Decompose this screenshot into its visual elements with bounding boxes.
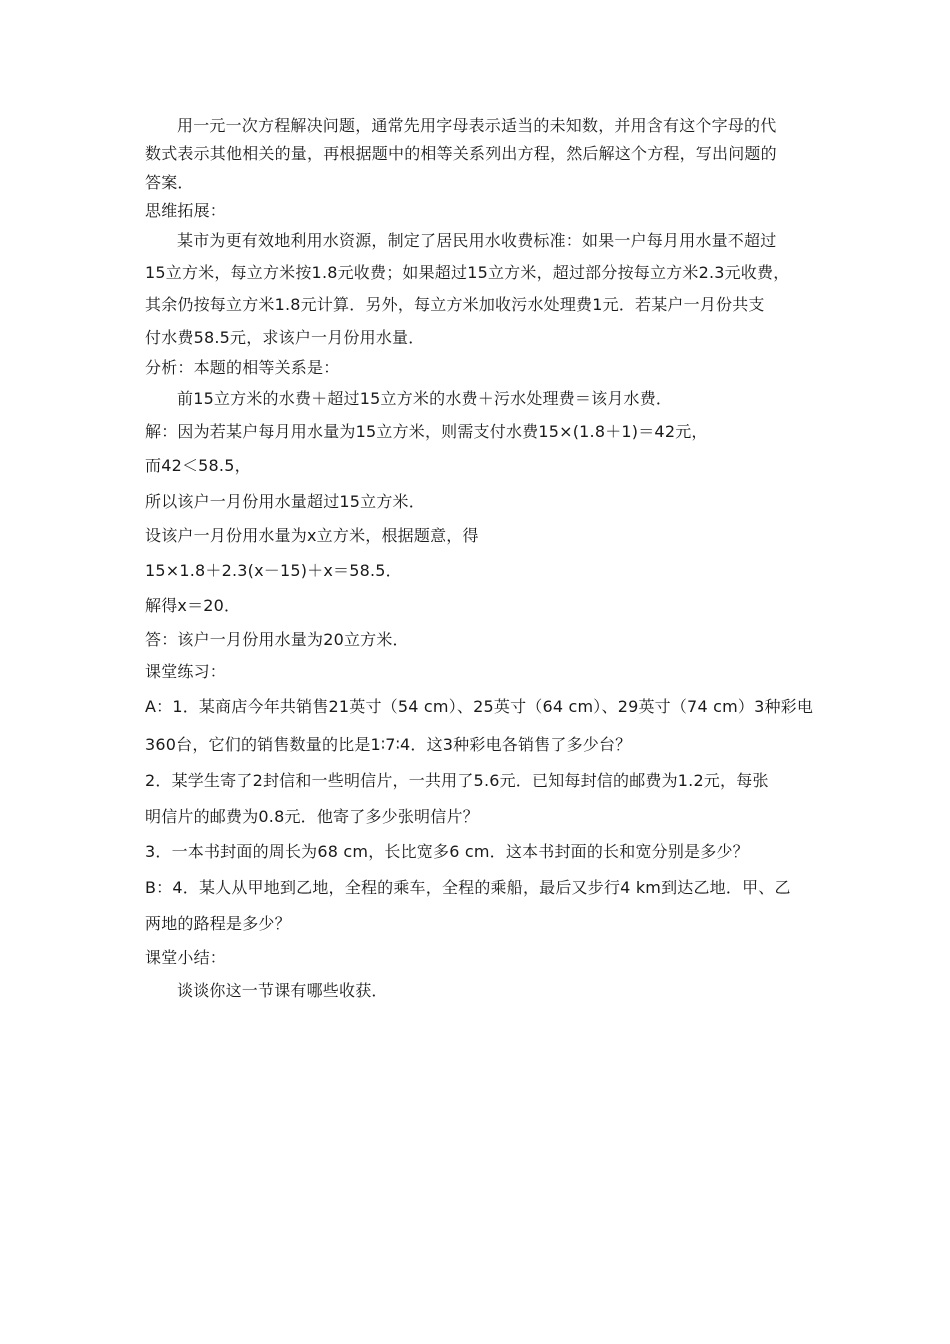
paragraph-line: 付水费58.5元，求该户一月份用水量． xyxy=(145,328,425,347)
exercise-line: 3．一本书封面的周长为68 cm，长比宽多6 cm．这本书封面的长和宽分别是多少？ xyxy=(145,842,749,861)
paragraph-line: 用一元一次方程解决问题，通常先用字母表示适当的未知数，并用含有这个字母的代 xyxy=(177,116,777,135)
exercise-line: 360台，它们的销售数量的比是1∶7∶4．这3种彩电各销售了多少台？ xyxy=(145,735,632,754)
paragraph-line: 分析：本题的相等关系是： xyxy=(145,358,340,377)
section-heading: 思维拓展： xyxy=(145,201,227,220)
section-heading: 课堂小结： xyxy=(145,948,227,967)
answer-line: 答：该户一月份用水量为20立方米． xyxy=(145,630,409,649)
exercise-line: 两地的路程是多少？ xyxy=(145,914,291,933)
paragraph-line: 而42＜58.5， xyxy=(145,456,251,475)
paragraph-line: 谈谈你这一节课有哪些收获． xyxy=(177,981,388,1000)
paragraph-line: 15立方米，每立方米按1.8元收费；如果超过15立方米，超过部分按每立方米2.3元收费， xyxy=(145,263,790,282)
paragraph-line: 所以该户一月份用水量超过15立方米． xyxy=(145,492,425,511)
paragraph-line: 解：因为若某户每月用水量为15立方米，则需支付水费15×(1.8＋1)＝42元， xyxy=(145,422,708,441)
exercise-line: 2．某学生寄了2封信和一些明信片，一共用了5.6元．已知每封信的邮费为1.2元，每张 xyxy=(145,771,769,790)
equation-line: 前15立方米的水费＋超过15立方米的水费＋污水处理费＝该月水费． xyxy=(177,389,673,408)
paragraph-line: 设该户一月份用水量为x立方米，根据题意，得 xyxy=(145,526,479,545)
paragraph-line: 其余仍按每立方米1.8元计算．另外，每立方米加收污水处理费1元．若某户一月份共支 xyxy=(145,295,765,314)
paragraph-line: 某市为更有效地利用水资源，制定了居民用水收费标准：如果一户每月用水量不超过 xyxy=(177,231,777,250)
exercise-line: 明信片的邮费为0.8元．他寄了多少张明信片？ xyxy=(145,807,479,826)
section-heading: 课堂练习： xyxy=(145,662,227,681)
exercise-line: B：4．某人从甲地到乙地，全程的乘车，全程的乘船，最后又步行4 km到达乙地．甲、乙 xyxy=(145,878,791,897)
paragraph-line: 答案． xyxy=(145,173,194,192)
exercise-line: A：1．某商店今年共销售21英寸（54 cm）、25英寸（64 cm）、29英寸（74 cm）3种彩电 xyxy=(145,697,814,716)
equation-line: 15×1.8＋2.3(x－15)＋x＝58.5． xyxy=(145,561,402,580)
paragraph-line: 解得x＝20． xyxy=(145,596,241,615)
paragraph-line: 数式表示其他相关的量，再根据题中的相等关系列出方程，然后解这个方程，写出问题的 xyxy=(145,144,777,163)
